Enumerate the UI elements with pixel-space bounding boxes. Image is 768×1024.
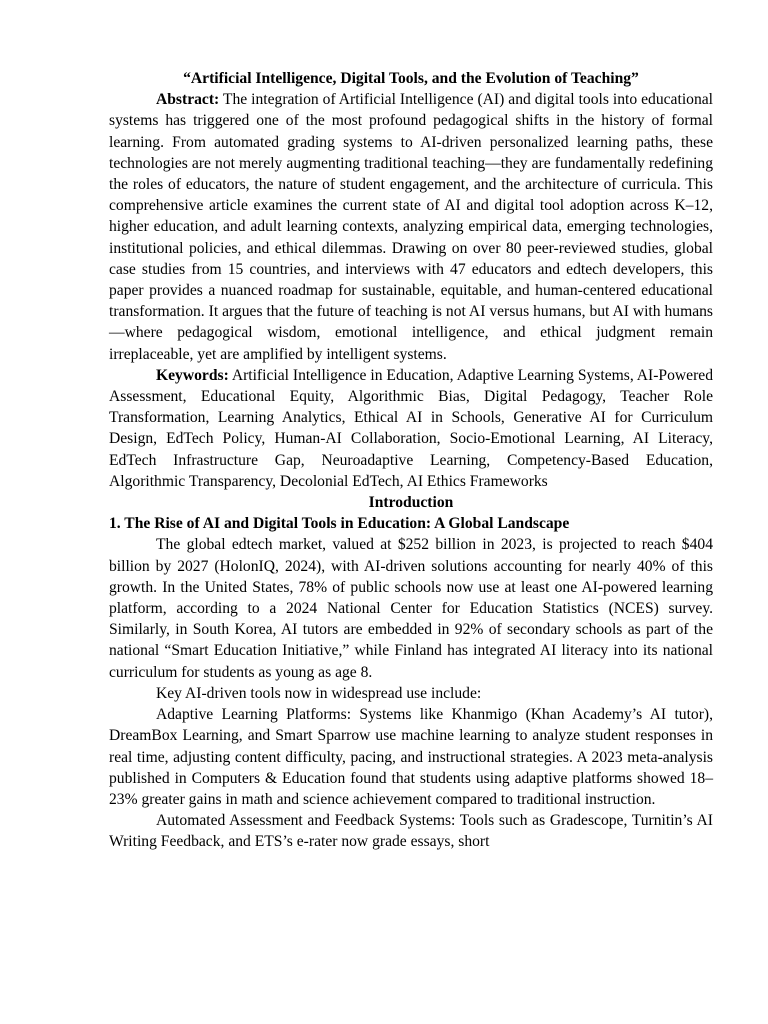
body-paragraph: The global edtech market, valued at $252 billion in 2023, is projected to reach $404 billion by 2027 (HolonIQ, 2024), with AI-driven solutions accounting for nearly 40% of this growth. In the United States, 78% of public schools now use at least one AI-powered learning platform, according to a 2024 National Center for Education Statistics (NCES) survey. Similarly, in South Korea, AI tutors are embedded in 92% of secondary schools as part of the national “Smart Education Initiative,” while Finland has integrated AI literacy into its national curriculum for students as young as age 8. xyxy=(109,536,713,681)
keywords-text: Artificial Intelligence in Education, Adaptive Learning Systems, AI-Powered Assessment, Educational Equity, Algorithmic Bias, Digital Pedagogy, Teacher Role Transformation, Learning Analytics, Ethical AI in Schools, Generative AI for Curriculum Design, EdTech Policy, Human-AI Collaboration, Socio-Emotional Learning, AI Literacy, EdTech Infrastructure Gap, Neuroadaptive Learning, Competency-Based Education, Algorithmic Transparency, Decolonial EdTech, AI Ethics Frameworks xyxy=(109,366,713,490)
abstract-paragraph xyxy=(109,89,713,365)
keywords-paragraph xyxy=(109,365,713,492)
document-title: “Artificial Intelligence, Digital Tools, and the Evolution of Teaching” xyxy=(183,70,639,87)
body-paragraph: Adaptive Learning Platforms: Systems like Khanmigo (Khan Academy’s AI tutor), DreamBox Learning, and Smart Sparrow use machine learning to analyze student responses in real time, adjusting content difficulty, pacing, and instructional strategies. A 2023 meta-analysis published in Computers & Education found that students using adaptive platforms showed 18–23% greater gains in math and science achievement compared to traditional instruction. xyxy=(109,706,713,808)
body-paragraph: Key AI-driven tools now in widespread use include: xyxy=(156,684,482,702)
document-page xyxy=(109,68,713,853)
body-paragraph: Automated Assessment and Feedback Systems: Tools such as Gradescope, Turnitin’s AI Writing Feedback, and ETS’s e-rater now grade essays, short xyxy=(109,812,713,851)
section-1-heading: 1. The Rise of AI and Digital Tools in Education: A Global Landscape xyxy=(109,515,570,533)
introduction-heading: Introduction xyxy=(368,494,454,512)
abstract-text: The integration of Artificial Intelligence (AI) and digital tools into educational systems has triggered one of the most profound pedagogical shifts in the history of formal learning. From automated grading systems to AI-driven personalized learning paths, these technologies are not merely augmenting traditional teaching—they are fundamentally redefining the roles of educators, the nature of student engagement, and the architecture of curricula. This comprehensive article examines the current state of AI and digital tool adoption across K–12, higher education, and adult learning contexts, analyzing empirical data, emerging technologies, institutional policies, and ethical dilemmas. Drawing on over 80 peer-reviewed studies, global case studies from 15 countries, and interviews with 47 educators and edtech developers, this paper provides a nuanced roadmap for sustainable, equitable, and human-centered educational transformation. It argues that the future of teaching is not AI versus humans, but AI with humans—where pedagogical wisdom, emotional intelligence, and ethical judgment remain irreplaceable, yet are amplified by intelligent systems. xyxy=(109,91,713,363)
keywords-label: Keywords: xyxy=(156,366,229,384)
abstract-label: Abstract: xyxy=(156,91,220,109)
